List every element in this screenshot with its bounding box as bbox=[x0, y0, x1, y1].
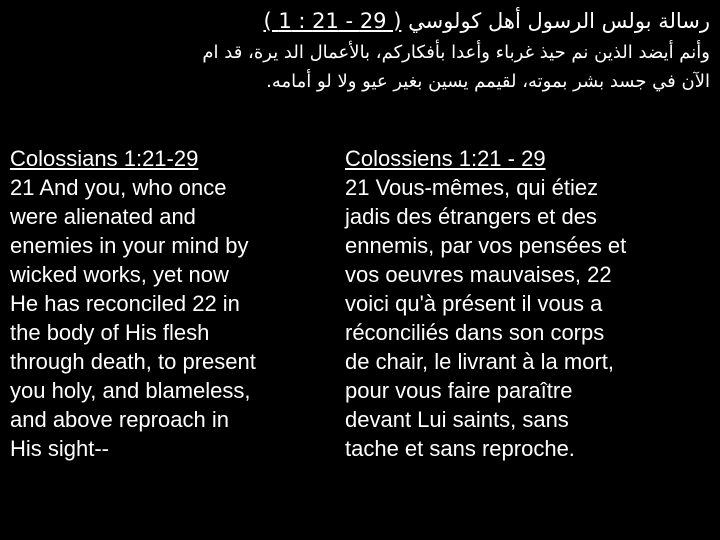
french-line: jadis des étrangers et des bbox=[345, 204, 597, 229]
arabic-title-text: رسالة بولس الرسول أهل كولوسي bbox=[408, 9, 710, 33]
english-line: and above reproach in bbox=[10, 407, 229, 432]
english-line: 21 And you, who once bbox=[10, 175, 227, 200]
english-heading: Colossians 1:21-29 bbox=[10, 146, 199, 171]
english-passage bbox=[10, 144, 340, 463]
arabic-title-reference: ( 29 - 21 : 1 ) bbox=[263, 9, 402, 33]
english-line: wicked works, yet now bbox=[10, 262, 229, 287]
french-line: ennemis, par vos pensées et bbox=[345, 233, 627, 258]
french-line: vos oeuvres mauvaises, 22 bbox=[345, 262, 612, 287]
english-line: enemies in your mind by bbox=[10, 233, 249, 258]
english-line: you holy, and blameless, bbox=[10, 378, 251, 403]
arabic-verse-line-1: وأنم أيضد الذين نم حيذ غرباء وأعدا بأفكاركم، بالأعمال الد يرة، قد ام bbox=[202, 42, 710, 63]
english-line: the body of His flesh bbox=[10, 320, 210, 345]
arabic-title bbox=[10, 4, 710, 38]
french-line: pour vous faire paraître bbox=[345, 378, 573, 403]
english-line: He has reconciled 22 in bbox=[10, 291, 240, 316]
arabic-verse-line-2: الآن في جسد بشر بموته، لقيمم يسين بغير عيو ولا لو أمامه. bbox=[266, 71, 710, 92]
french-line: voici qu'à présent il vous a bbox=[345, 291, 603, 316]
french-heading: Colossiens 1:21 - 29 bbox=[345, 146, 546, 171]
french-line: 21 Vous-mêmes, qui étiez bbox=[345, 175, 599, 200]
english-line: His sight-- bbox=[10, 436, 110, 461]
french-line: de chair, le livrant à la mort, bbox=[345, 349, 615, 374]
french-line: devant Lui saints, sans bbox=[345, 407, 569, 432]
arabic-passage bbox=[10, 4, 710, 96]
english-line: through death, to present bbox=[10, 349, 256, 374]
french-passage bbox=[345, 144, 715, 463]
french-line: réconciliés dans son corps bbox=[345, 320, 605, 345]
english-line: were alienated and bbox=[10, 204, 196, 229]
french-line: tache et sans reproche. bbox=[345, 436, 575, 461]
